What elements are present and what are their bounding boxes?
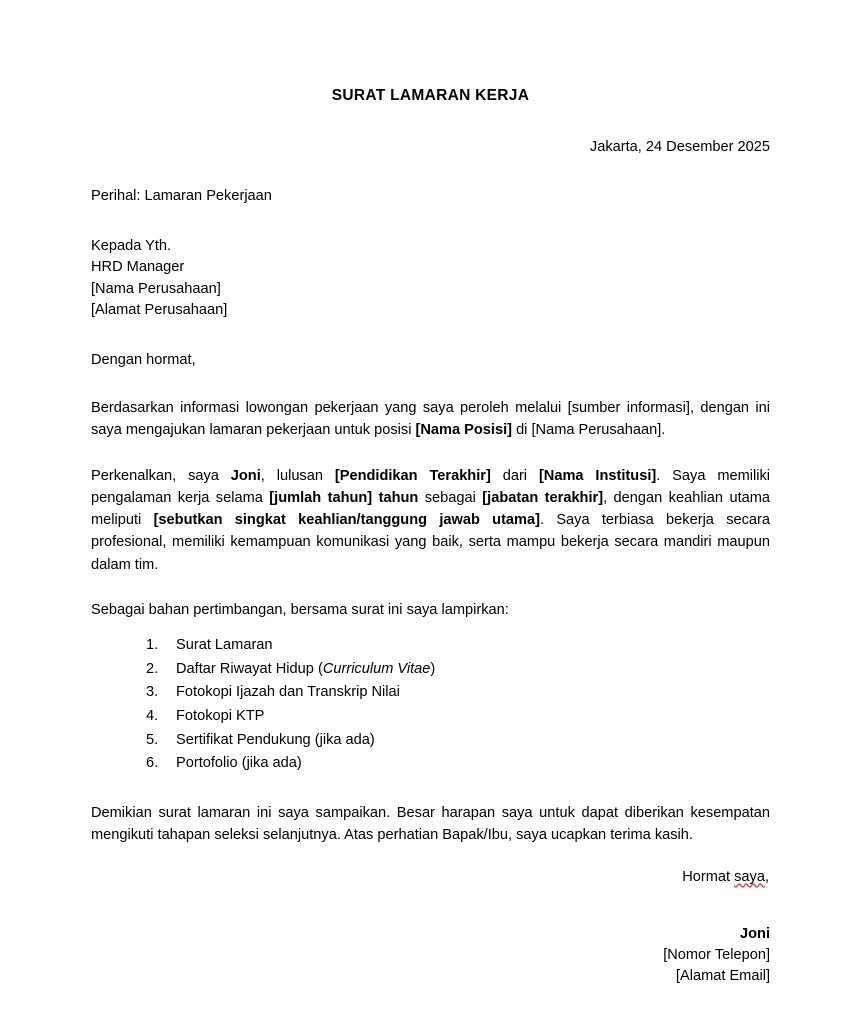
spellcheck-flagged-word: saya (734, 869, 765, 886)
attachments-list (91, 634, 770, 776)
paragraph-opening (91, 397, 770, 441)
recipient-line-2: HRD Manager (91, 259, 185, 276)
par2-segment-6: , dengan keahlian utama meliputi (91, 490, 771, 529)
recipient-line-4: [Alamat Perusahaan] (91, 302, 228, 319)
list-item (146, 634, 770, 658)
par2-bold-name: Joni (230, 467, 261, 484)
date-line: Jakarta, 24 Desember 2025 (589, 139, 770, 156)
par2-segment-4: . Saya memiliki pengalaman kerja selama (91, 467, 771, 507)
attachment-text: Portofolio (jika ada) (176, 755, 302, 772)
attachment-text: Daftar Riwayat Hidup ( (176, 660, 323, 677)
sign-off-line (91, 868, 770, 888)
subject-line: Perihal: Lamaran Pekerjaan (91, 187, 272, 204)
par2-bold-last-position: [jabatan terakhir] (482, 490, 604, 507)
paragraph-introduction (91, 465, 770, 576)
signer-phone: [Nomor Telepon] (663, 947, 770, 964)
par2-segment-3: dari (490, 467, 539, 484)
par2-bold-years: [jumlah tahun] tahun (269, 490, 419, 507)
attachment-text: Fotokopi KTP (176, 708, 265, 725)
signer-email: [Alamat Email] (675, 968, 770, 985)
list-item (146, 752, 770, 776)
par1-segment-1: Berdasarkan informasi lowongan pekerjaan yang saya peroleh melalui [sumber informasi], dengan ini saya mengajukan lamaran pekerjaan untuk posisi (91, 399, 770, 438)
signer-name: Joni (740, 926, 770, 943)
attachment-suffix: ) (430, 660, 436, 677)
attachment-text: Surat Lamaran (176, 637, 273, 654)
list-item (146, 681, 770, 705)
attachment-text: Fotokopi Ijazah dan Transkrip Nilai (176, 684, 400, 701)
signature-block (91, 868, 770, 987)
paragraph-closing: Demikian surat lamaran ini saya sampaikan. Besar harapan saya untuk dapat diberikan kesempatan mengikuti tahapan seleksi selanjutnya. Atas perhatian Bapak/Ibu, saya ucapkan terima kasih. (91, 805, 770, 844)
sign-off-prefix: Hormat (682, 869, 735, 886)
par2-bold-education: [Pendidikan Terakhir] (334, 467, 491, 484)
par2-bold-institution: [Nama Institusi] (538, 467, 657, 484)
par2-segment-5: sebagai (418, 490, 483, 507)
par2-segment-7: . Saya terbiasa bekerja secara profesional, memiliki kemampuan komunikasi yang baik, serta mampu bekerja secara mandiri maupun dalam tim. (91, 512, 770, 573)
attachment-italic: Curriculum Vitae (322, 660, 431, 677)
par2-segment-1: Perkenalkan, saya (91, 467, 231, 484)
recipient-address-block (91, 236, 770, 322)
page-title: SURAT LAMARAN KERJA (331, 87, 530, 104)
sign-off-suffix: , (764, 869, 769, 886)
par2-bold-skills: [sebutkan singkat keahlian/tanggung jawab utama] (153, 512, 540, 529)
attachments-intro: Sebagai bahan pertimbangan, bersama surat ini saya lampirkan: (91, 601, 509, 618)
list-item (146, 658, 770, 682)
recipient-line-1: Kepada Yth. (91, 237, 172, 254)
recipient-line-3: [Nama Perusahaan] (91, 280, 221, 297)
attachment-text: Sertifikat Pendukung (jika ada) (176, 731, 375, 748)
par1-segment-2: di [Nama Perusahaan]. (512, 421, 666, 438)
par1-bold-position: [Nama Posisi] (415, 421, 513, 438)
par2-segment-2: , lulusan (260, 467, 335, 484)
salutation: Dengan hormat, (91, 351, 196, 368)
list-item (146, 729, 770, 753)
list-item (146, 705, 770, 729)
